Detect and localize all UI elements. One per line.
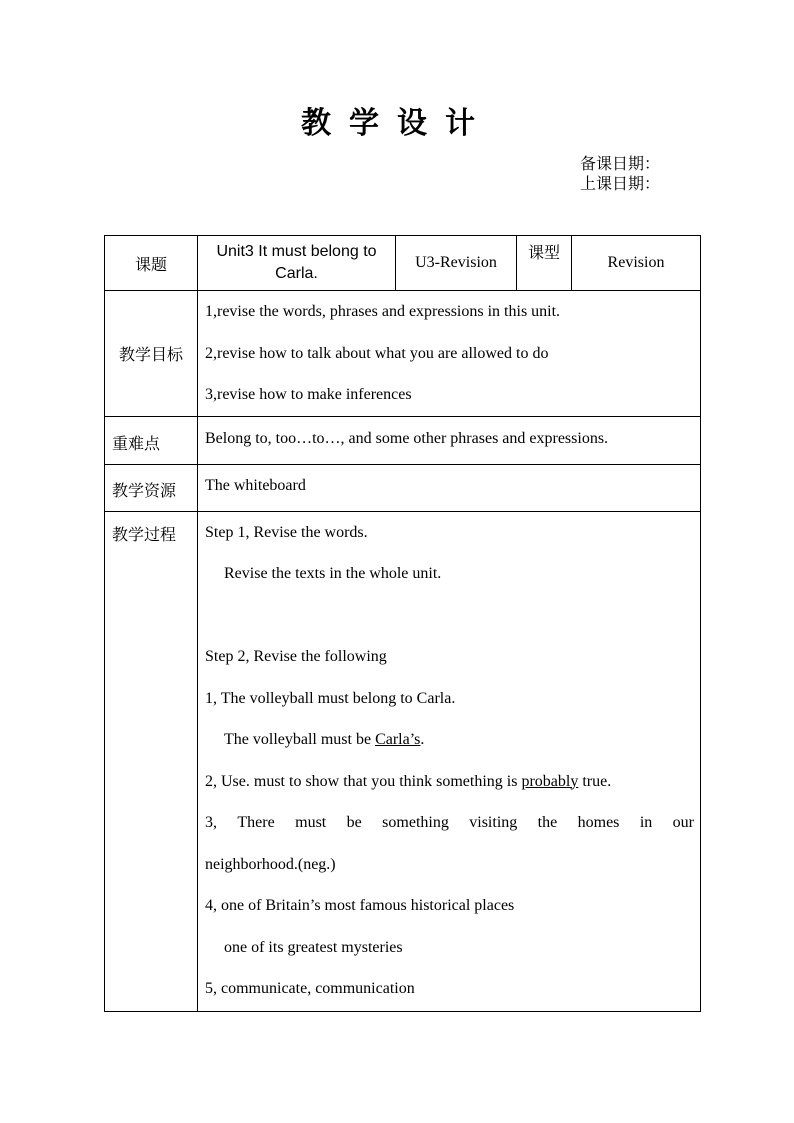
process-row [105,511,701,1011]
item-2-underlined: probably [521,772,579,790]
teach-date-label: 上课日期： [580,174,661,193]
date-block [580,154,660,194]
item-3-word: visiting [469,814,518,831]
process-item-5: 5, communicate, communication [205,980,415,997]
goal-item: 3,revise how to make inferences [205,386,412,403]
key-points-row [105,416,701,464]
type-value-cell [572,236,701,291]
document-title: 教学设计 [301,106,493,141]
goals-content-cell [198,291,701,417]
item-3-word: be [346,814,362,831]
item-3-word: must [295,814,327,831]
item-1-detail-prefix: The volleyball must be [224,731,376,748]
lesson-code: U3-Revision [415,254,497,271]
goals-label: 教学目标 [118,344,183,364]
item-3-word: There [237,814,275,831]
process-item-4-detail: one of its greatest mysteries [224,938,403,956]
blank-line [198,595,700,637]
topic-value-cell [198,236,396,291]
topic-value: Unit3 It must belong to Carla. [216,243,377,282]
item-1-detail-suffix: . [420,731,425,748]
resources-label-cell [105,464,198,511]
process-item-1-detail [198,719,700,761]
type-label: 课型 [527,243,560,262]
process-step-1: Step 1, Revise the words. [205,523,368,541]
process-step-2: Step 2, Revise the following [205,648,387,665]
goals-label-cell [105,291,198,417]
process-item-4: 4, one of Britain’s most famous historical places [205,897,515,914]
item-3-word: something [382,814,449,831]
resources-row [105,464,701,511]
prepare-date-label: 备课日期： [580,154,661,173]
item-3-word: homes [577,814,620,831]
goal-item: 1,revise the words, phrases and expressions in this unit. [205,303,561,320]
lesson-plan-table [104,235,701,1012]
key-points-label-cell [105,416,198,464]
process-step-1-detail: Revise the texts in the whole unit. [224,565,442,582]
topic-label: 课题 [134,254,167,274]
item-3-word: 3, [205,814,217,831]
item-2-prefix: 2, Use. must to show that you think something is [205,772,522,790]
process-item-1: 1, The volleyball must belong to Carla. [205,689,456,707]
item-1-detail-underlined: Carla’s [375,731,421,748]
type-value: Revision [607,254,665,271]
topic-row [105,236,701,291]
item-3-word: the [537,814,558,831]
key-points-label: 重难点 [112,433,161,453]
process-content-cell [198,511,701,1011]
resources-cell [198,464,701,511]
resources-text: The whiteboard [205,476,306,494]
goal-item: 2,revise how to talk about what you are allowed to do [205,344,549,362]
process-item-3 [198,802,700,844]
process-label-cell [105,511,198,1011]
process-label: 教学过程 [112,524,177,544]
topic-label-cell [105,236,198,291]
item-3-word: our [672,814,694,831]
key-points-cell [198,416,701,464]
type-label-cell [517,236,572,291]
process-item-2 [198,761,700,803]
resources-label: 教学资源 [112,480,177,500]
item-3-word: in [639,814,653,831]
lesson-code-cell [396,236,517,291]
process-item-3-continued: neighborhood.(neg.) [205,855,336,873]
goals-row [105,291,701,417]
key-points-text: Belong to, too…to…, and some other phrases and expressions. [205,429,609,447]
item-2-suffix: true. [578,772,612,790]
